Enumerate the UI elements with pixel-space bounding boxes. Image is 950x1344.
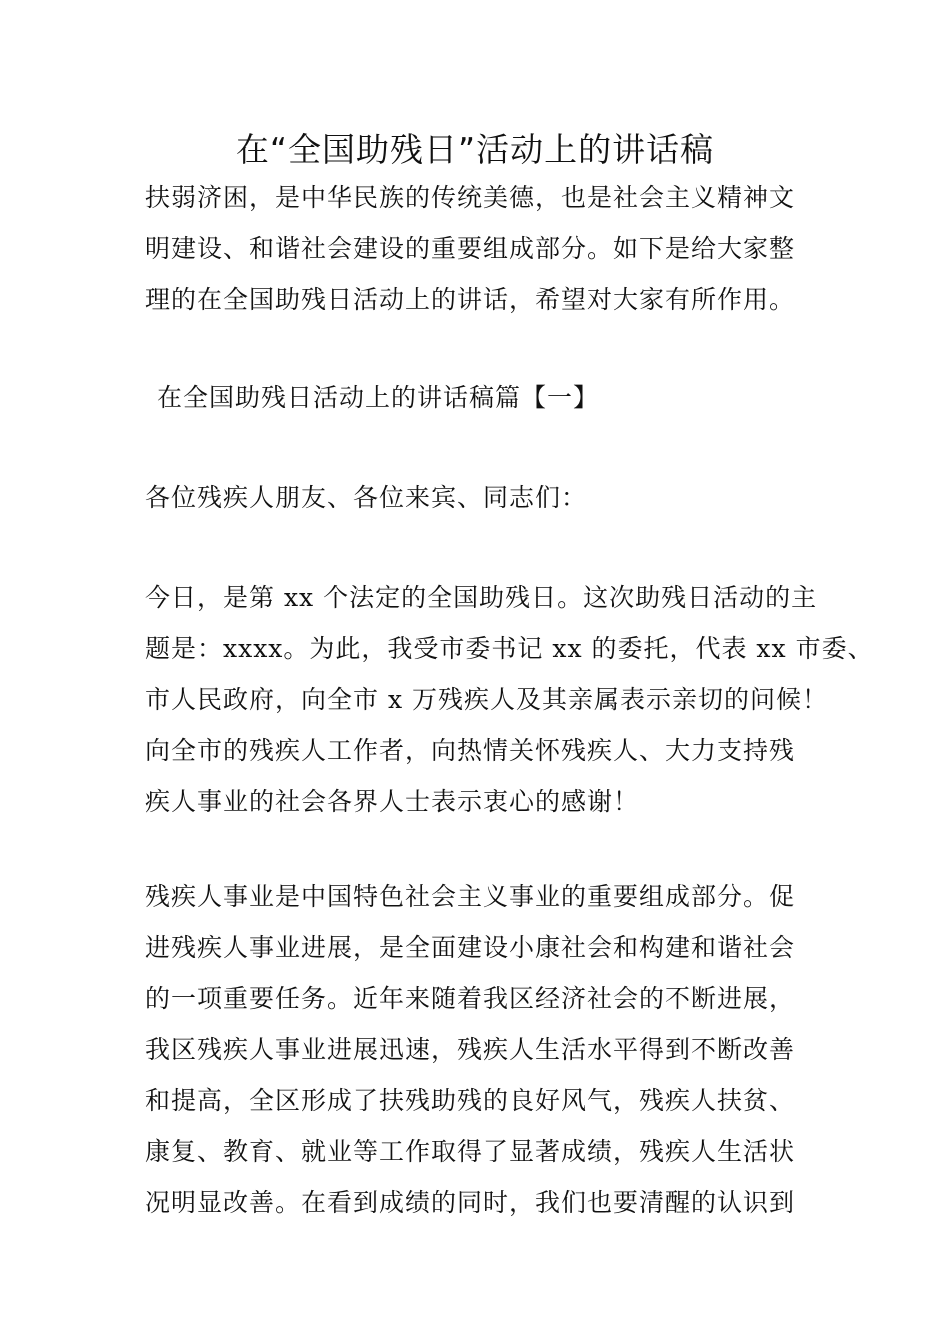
section-heading: 在全国助残日活动上的讲话稿篇【一】 <box>157 383 600 412</box>
salutation: 各位残疾人朋友、各位来宾、同志们： <box>145 483 588 512</box>
intro-line-1: 扶弱济困，是中华民族的传统美德，也是社会主义精神文 <box>145 183 796 212</box>
intro-line-2: 明建设、和谐社会建设的重要组成部分。如下是给大家整 <box>145 234 796 263</box>
intro-line-3: 理的在全国助残日活动上的讲话，希望对大家有所作用。 <box>145 285 796 314</box>
paragraph-2-line-7: 况明显改善。在看到成绩的同时，我们也要清醒的认识到 <box>145 1188 796 1217</box>
paragraph-2-line-3: 的一项重要任务。近年来随着我区经济社会的不断进展， <box>145 984 796 1013</box>
paragraph-1-line-3: 市人民政府，向全市 x 万残疾人及其亲属表示亲切的问候！ <box>145 685 828 714</box>
paragraph-2-line-1: 残疾人事业是中国特色社会主义事业的重要组成部分。促 <box>145 882 796 911</box>
paragraph-2-line-2: 进残疾人事业进展，是全面建设小康社会和构建和谐社会 <box>145 933 796 962</box>
paragraph-2-line-6: 康复、教育、就业等工作取得了显著成绩，残疾人生活状 <box>145 1137 796 1166</box>
document-title: 在“全国助残日”活动上的讲话稿 <box>235 130 715 169</box>
paragraph-2-line-5: 和提高，全区形成了扶残助残的良好风气，残疾人扶贫、 <box>145 1086 796 1115</box>
paragraph-1-line-2: 题是：xxxx。为此，我受市委书记 xx 的委托，代表 xx 市委、 <box>145 634 874 663</box>
paragraph-2-line-4: 我区残疾人事业进展迅速，残疾人生活水平得到不断改善 <box>145 1035 796 1064</box>
paragraph-1-line-1: 今日，是第 xx 个法定的全国助残日。这次助残日活动的主 <box>145 583 818 612</box>
paragraph-1-line-5: 疾人事业的社会各界人士表示衷心的感谢！ <box>145 787 640 816</box>
paragraph-1-line-4: 向全市的残疾人工作者，向热情关怀残疾人、大力支持残 <box>145 736 796 765</box>
